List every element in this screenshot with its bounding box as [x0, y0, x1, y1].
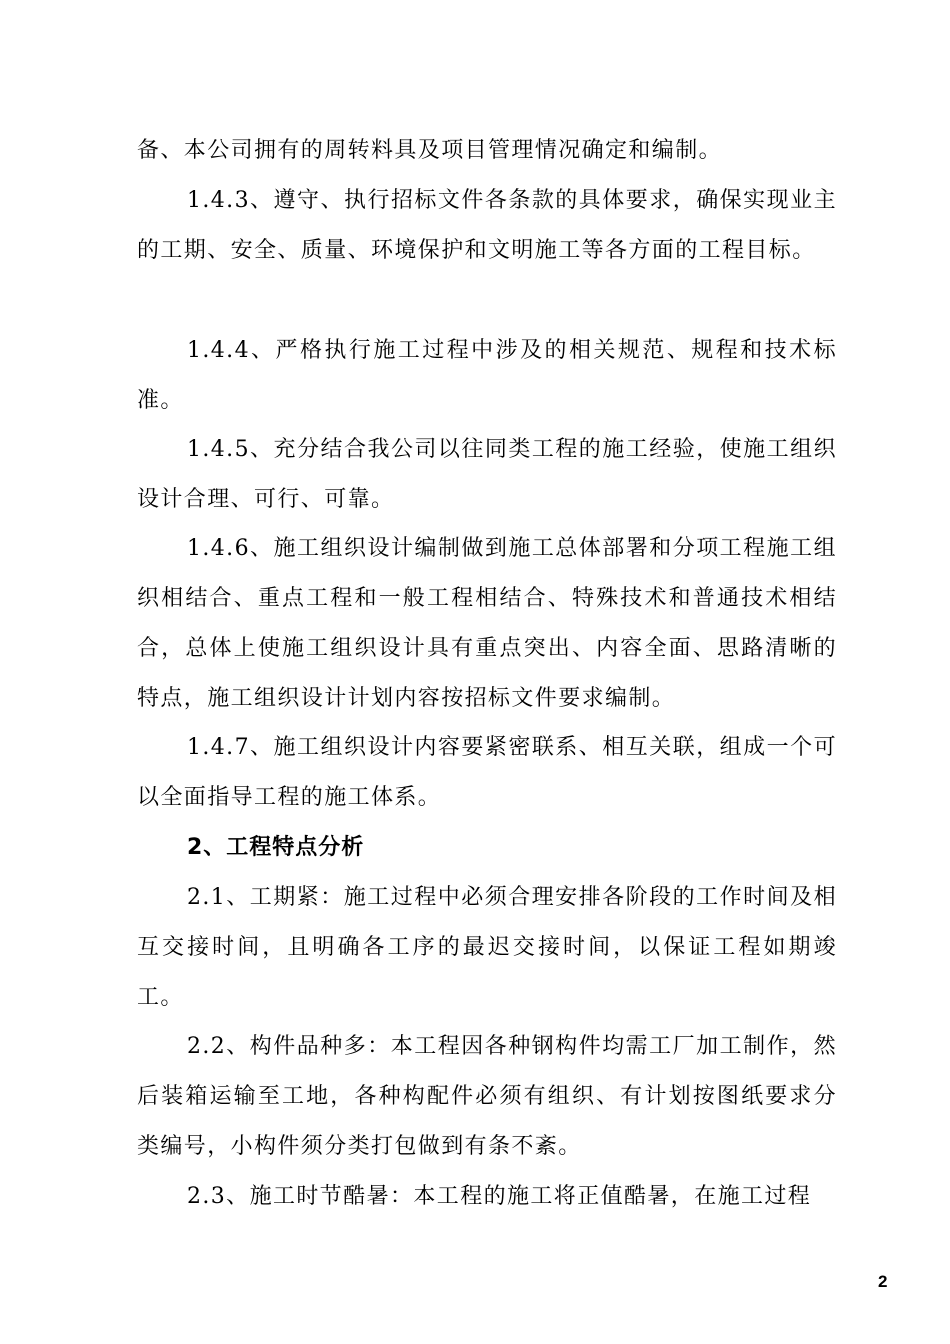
page-number: 2 [878, 1272, 888, 1291]
paragraph-2-3: 2.3、施工时节酷暑：本工程的施工将正值酷暑，在施工过程 [187, 1184, 812, 1209]
paragraph-1-4-3: 1.4.3、遵守、执行招标文件各条款的具体要求，确保实现业主的工期、安全、质量、环境保护和文明施工等各方面的工程目标。 [137, 188, 837, 263]
paragraph-2-2: 2.2、构件品种多：本工程因各种钢构件均需工厂加工制作，然后装箱运输至工地，各种构配件必须有组织、有计划按图纸要求分类编号，小构件须分类打包做到有条不紊。 [137, 1034, 837, 1159]
paragraph-2-1: 2.1、工期紧：施工过程中必须合理安排各阶段的工作时间及相互交接时间，且明确各工序的最迟交接时间，以保证工程如期竣工。 [137, 885, 837, 1010]
paragraph-1-4-5: 1.4.5、充分结合我公司以往同类工程的施工经验，使施工组织设计合理、可行、可靠。 [137, 437, 837, 512]
paragraph-1-4-6: 1.4.6、施工组织设计编制做到施工总体部署和分项工程施工组织相结合、重点工程和一般工程相结合、特殊技术和普通技术相结合，总体上使施工组织设计具有重点突出、内容全面、思路清晰的特点，施工组织设计计划内容按招标文件要求编制。 [137, 536, 837, 711]
paragraph-1-4-7: 1.4.7、施工组织设计内容要紧密联系、相互关联，组成一个可以全面指导工程的施工体系。 [137, 735, 837, 810]
section-heading: 2、工程特点分析 [187, 835, 365, 860]
paragraph-continuation: 备、本公司拥有的周转料具及项目管理情况确定和编制。 [137, 138, 723, 163]
paragraph-1-4-4: 1.4.4、严格执行施工过程中涉及的相关规范、规程和技术标准。 [137, 338, 837, 413]
